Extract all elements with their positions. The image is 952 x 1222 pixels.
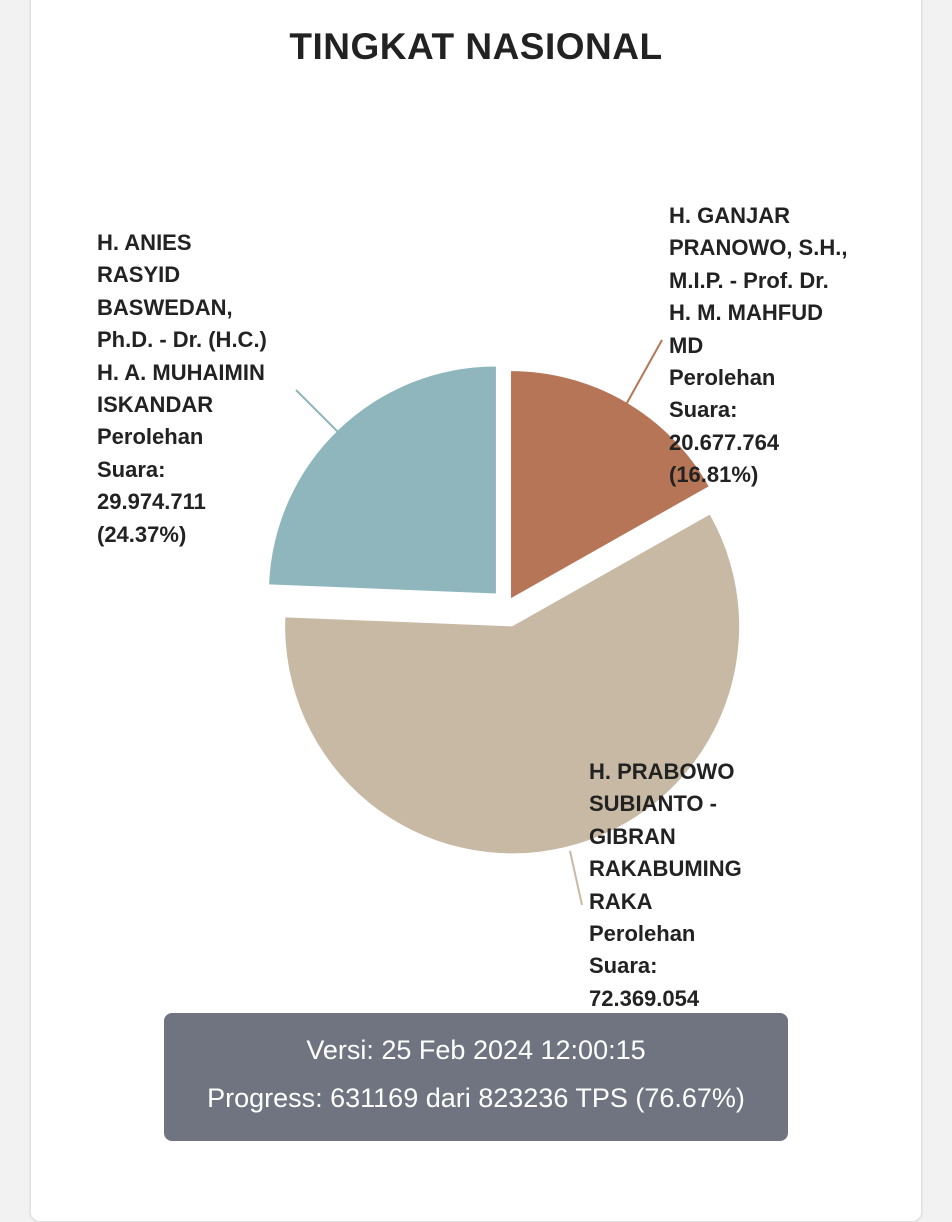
slice-anies-muhaimin bbox=[269, 366, 496, 593]
label-line: Suara: bbox=[97, 456, 166, 482]
label-line: H. PRABOWO bbox=[589, 759, 735, 784]
label-line: Perolehan bbox=[589, 921, 696, 947]
label-line: SUBIANTO - bbox=[589, 791, 717, 817]
label-line: (24.37%) bbox=[97, 521, 187, 547]
label-line: H. A. MUHAIMIN bbox=[97, 359, 265, 385]
label-line: H. ANIES bbox=[97, 230, 192, 255]
label-line: Perolehan bbox=[669, 365, 776, 391]
label-line: H. GANJAR bbox=[669, 203, 791, 228]
label-line: ISKANDAR bbox=[97, 392, 214, 418]
version-progress-box bbox=[164, 1013, 788, 1141]
chart-title: TINGKAT NASIONAL bbox=[289, 26, 663, 67]
label-line: H. M. MAHFUD bbox=[669, 300, 823, 326]
leader-line bbox=[570, 851, 582, 905]
label-line: 20.677.764 bbox=[669, 429, 780, 455]
label-line: RAKABUMING bbox=[589, 856, 742, 882]
label-line: Perolehan bbox=[97, 424, 204, 450]
progress-text: Progress: 631169 dari 823236 TPS (76.67%) bbox=[207, 1083, 745, 1113]
label-line: RAKA bbox=[589, 888, 653, 914]
label-line: 29.974.711 bbox=[97, 489, 206, 515]
label-line: 72.369.054 bbox=[589, 985, 700, 1011]
label-line: PRANOWO, S.H., bbox=[669, 235, 848, 261]
label-line: (16.81%) bbox=[669, 462, 759, 488]
label-line: RASYID bbox=[97, 262, 181, 288]
label-anies-muhaimin bbox=[97, 227, 267, 551]
version-text: Versi: 25 Feb 2024 12:00:15 bbox=[306, 1035, 646, 1065]
label-line: GIBRAN bbox=[589, 823, 676, 849]
leader-line bbox=[296, 390, 346, 440]
label-ganjar-mahfud bbox=[669, 200, 847, 492]
leader-line bbox=[623, 340, 662, 410]
label-line: MD bbox=[669, 332, 704, 358]
label-prabowo-gibran bbox=[589, 756, 742, 1015]
label-line: M.I.P. - Prof. Dr. bbox=[669, 267, 829, 293]
label-line: Suara: bbox=[589, 953, 658, 979]
label-line: Suara: bbox=[669, 397, 738, 423]
label-line: Ph.D. - Dr. (H.C.) bbox=[97, 327, 267, 353]
label-line: BASWEDAN, bbox=[97, 294, 233, 320]
